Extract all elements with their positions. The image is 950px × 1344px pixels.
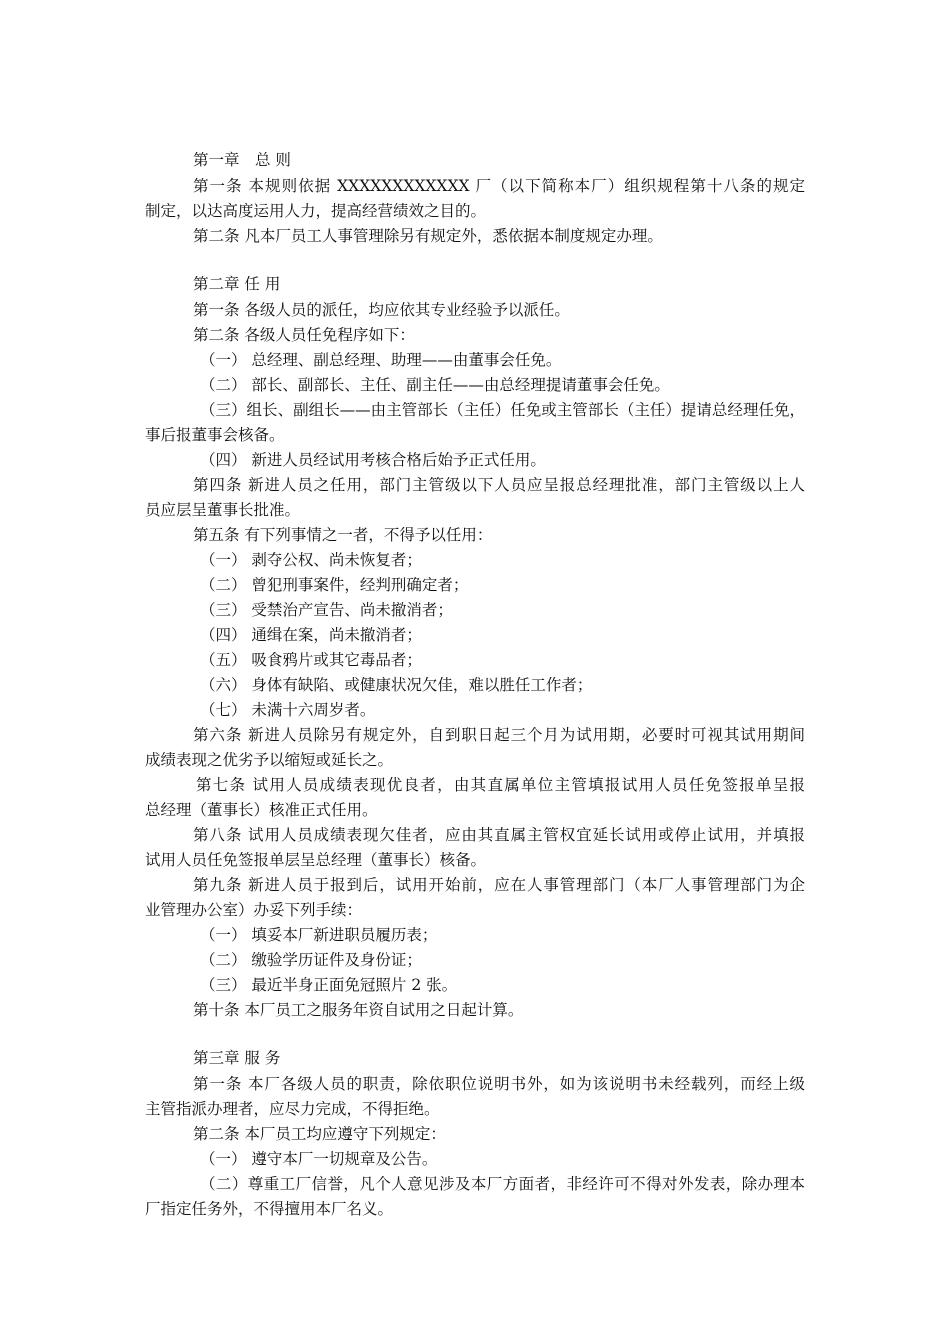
list-item: （六） 身体有缺陷、或健康状况欠佳，难以胜任工作者； (200, 676, 593, 694)
article-text: 第一条 本厂各级人员的职责，除依职位说明书外，如为该说明书未经载列，而经上级 (193, 1075, 805, 1093)
article-text: 总经理（董事长）核准正式任用。 (145, 801, 378, 819)
list-item: （二） 部长、副部长、主任、副主任——由总经理提请董事会任免。 (200, 376, 670, 394)
article-text: 第二条 凡本厂员工人事管理除另有规定外，悉依据本制度规定办理。 (193, 227, 663, 245)
list-item: （一） 填妥本厂新进职员履历表； (200, 926, 438, 944)
list-item: （二）尊重工厂信誉，凡个人意见涉及本厂方面者，非经许可不得对外发表，除办理本 (200, 1175, 805, 1193)
article-text: 第一条 各级人员的派任，均应依其专业经验予以派任。 (193, 301, 570, 319)
list-item: （一） 剥夺公权、尚未恢复者； (200, 551, 422, 569)
chapter-1-title: 第一章 总 则 (193, 151, 291, 169)
chapter-3-title: 第三章 服 务 (193, 1049, 281, 1067)
list-item: （二） 曾犯刑事案件，经判刑确定者； (200, 576, 469, 594)
list-item: （二） 缴验学历证件及身份证； (200, 951, 422, 969)
article-text: 第六条 新进人员除另有规定外，自到职日起三个月为试用期，必要时可视其试用期间 (193, 726, 805, 744)
list-item: 事后报董事会核备。 (145, 426, 285, 444)
list-item: （一） 总经理、副总经理、助理——由董事会任免。 (200, 351, 562, 369)
article-text: 业管理办公室）办妥下列手续： (145, 901, 363, 919)
article-text: 制定，以达高度运用人力，提高经营绩效之目的。 (145, 202, 487, 220)
article-text: 试用人员任免签报单层呈总经理（董事长）核备。 (145, 851, 487, 869)
list-item: （七） 未满十六周岁者。 (200, 701, 376, 719)
article-text: 第十条 本厂员工之服务年资自试用之日起计算。 (193, 1001, 524, 1019)
list-item: （三）组长、副组长——由主管部长（主任）任免或主管部长（主任）提请总经理任免， (200, 401, 805, 419)
article-text: 成绩表现之优劣予以缩短或延长之。 (145, 751, 394, 769)
article-text: 员应层呈董事长批准。 (145, 501, 301, 519)
article-text: 第二条 各级人员任免程序如下： (193, 326, 415, 344)
list-item: （五） 吸食鸦片或其它毒品者； (200, 651, 422, 669)
article-text: 第二条 本厂员工均应遵守下列规定： (193, 1125, 446, 1143)
article-text: 第八条 试用人员成绩表现欠佳者，应由其直属主管权宜延长试用或停止试用，并填报 (193, 826, 805, 844)
article-text: 第七条 试用人员成绩表现优良者，由其直属单位主管填报试用人员任免签报单呈报 (196, 776, 805, 794)
chapter-2-title: 第二章 任 用 (193, 275, 281, 293)
article-text: 第九条 新进人员于报到后，试用开始前，应在人事管理部门（本厂人事管理部门为企 (193, 876, 805, 894)
list-item: （四） 新进人员经试用考核合格后始予正式任用。 (200, 451, 546, 469)
list-item: （三） 最近半身正面免冠照片 2 张。 (200, 976, 458, 994)
article-text: 第四条 新进人员之任用，部门主管级以下人员应呈报总经理批准，部门主管级以上人 (193, 476, 805, 494)
article-text: 第一条 本规则依据 XXXXXXXXXXXX 厂（以下简称本厂）组织规程第十八条的规定 (193, 177, 805, 195)
list-item: （一） 遵守本厂一切规章及公告。 (200, 1150, 438, 1168)
list-item: （四） 通缉在案，尚未撤消者； (200, 626, 422, 644)
list-item: （三） 受禁治产宣告、尚未撤消者； (200, 601, 453, 619)
article-text: 第五条 有下列事情之一者，不得予以任用： (193, 526, 493, 544)
article-text: 主管指派办理者，应尽力完成，不得拒绝。 (145, 1100, 440, 1118)
list-item: 厂指定任务外，不得擅用本厂名义。 (145, 1200, 394, 1218)
